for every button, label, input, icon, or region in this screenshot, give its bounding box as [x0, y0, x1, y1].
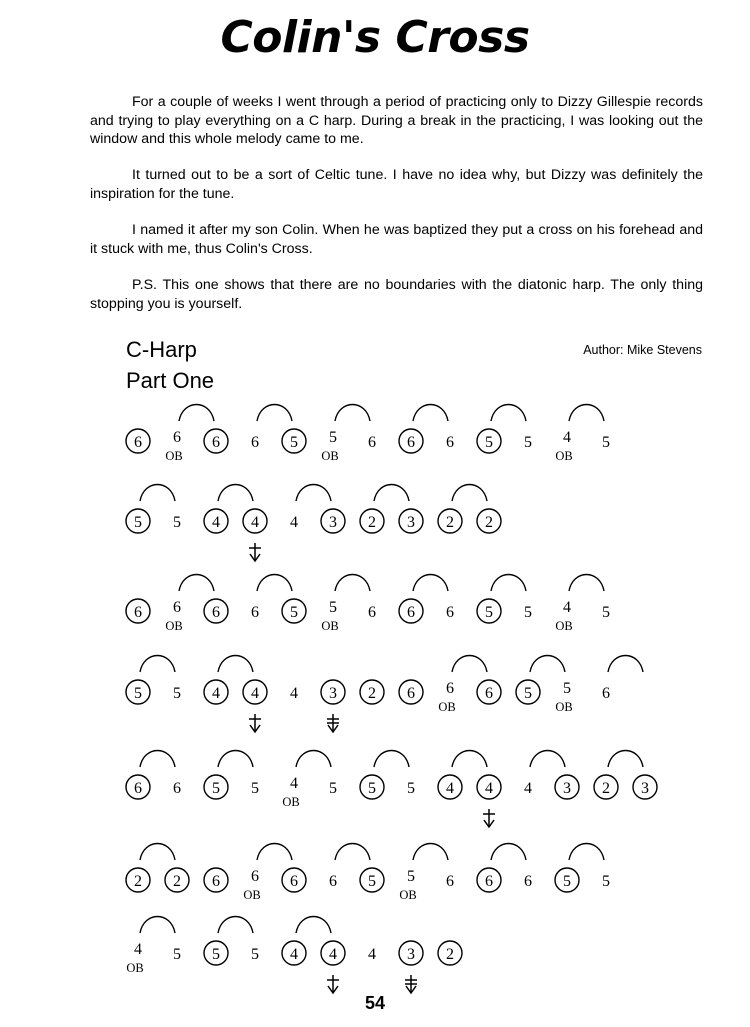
draw-note-hole: 6 [212, 873, 220, 890]
blow-note-hole: 6 [251, 868, 259, 885]
draw-note-hole: 2 [446, 946, 454, 963]
slur-arc [140, 917, 175, 934]
slur-arc [413, 405, 448, 422]
draw-note-hole: 6 [134, 780, 142, 797]
overblow-mark: OB [165, 619, 183, 633]
blow-note-hole: 5 [563, 680, 571, 697]
slur-arc [413, 575, 448, 592]
overblow-mark: OB [438, 700, 456, 714]
overblow-mark: OB [321, 449, 339, 463]
draw-note-hole: 5 [212, 780, 220, 797]
blow-note-hole: 6 [446, 680, 454, 697]
draw-note-hole: 4 [212, 685, 220, 702]
slur-arc [218, 485, 253, 502]
slur-arc [374, 751, 409, 768]
blow-note-hole: 4 [290, 685, 298, 702]
slur-arc [179, 405, 214, 422]
draw-note-hole: 4 [212, 514, 220, 531]
draw-note-hole: 2 [485, 514, 493, 531]
blow-note-hole: 4 [290, 514, 298, 531]
slur-arc [491, 844, 526, 861]
draw-note-hole: 4 [329, 946, 337, 963]
blow-note-hole: 4 [563, 429, 571, 446]
draw-note-hole: 5 [563, 873, 571, 890]
slur-arc [491, 575, 526, 592]
draw-note-hole: 5 [368, 873, 376, 890]
draw-note-hole: 6 [212, 434, 220, 451]
blow-note-hole: 4 [524, 780, 532, 797]
blow-note-hole: 5 [329, 780, 337, 797]
overblow-mark: OB [555, 700, 573, 714]
blow-note-hole: 5 [329, 429, 337, 446]
slur-arc [608, 751, 643, 768]
blow-note-hole: 5 [173, 514, 181, 531]
slur-arc [218, 751, 253, 768]
draw-note-hole: 6 [134, 604, 142, 621]
blow-note-hole: 6 [251, 604, 259, 621]
blow-note-hole: 4 [290, 775, 298, 792]
overblow-mark: OB [243, 888, 261, 902]
blow-note-hole: 5 [524, 434, 532, 451]
blow-note-hole: 5 [602, 873, 610, 890]
part-label: Part One [126, 368, 215, 393]
overblow-mark: OB [165, 449, 183, 463]
blow-note-hole: 6 [446, 873, 454, 890]
slur-arc [140, 485, 175, 502]
blow-note-hole: 6 [446, 434, 454, 451]
slur-arc [296, 751, 331, 768]
slur-arc [257, 405, 292, 422]
overblow-mark: OB [321, 619, 339, 633]
blow-note-hole: 5 [602, 604, 610, 621]
draw-note-hole: 4 [251, 514, 259, 531]
slur-arc [335, 844, 370, 861]
draw-note-hole: 5 [290, 434, 298, 451]
blow-note-hole: 6 [602, 685, 610, 702]
slur-arc [452, 485, 487, 502]
draw-note-hole: 5 [134, 685, 142, 702]
harp-key-label: C-Harp [126, 337, 197, 362]
blow-note-hole: 5 [407, 868, 415, 885]
draw-note-hole: 6 [212, 604, 220, 621]
blow-note-hole: 6 [368, 604, 376, 621]
slur-arc [179, 575, 214, 592]
blow-note-hole: 6 [446, 604, 454, 621]
slur-arc [140, 656, 175, 673]
slur-arc [296, 917, 331, 934]
draw-note-hole: 3 [407, 946, 415, 963]
slur-arc [257, 575, 292, 592]
draw-note-hole: 2 [602, 780, 610, 797]
intro-paragraph-1: For a couple of weeks I went through a period of practicing only to Dizzy Gillespie records and trying to play everything on a C harp. During a break in the practicing, I was looking out the window and this whole melody came to me. [90, 94, 703, 147]
blow-note-hole: 5 [251, 780, 259, 797]
draw-note-hole: 6 [485, 873, 493, 890]
blow-note-hole: 4 [563, 599, 571, 616]
draw-note-hole: 4 [485, 780, 493, 797]
draw-note-hole: 5 [524, 685, 532, 702]
slur-arc [218, 917, 253, 934]
draw-note-hole: 3 [563, 780, 571, 797]
slur-arc [335, 575, 370, 592]
draw-note-hole: 6 [134, 434, 142, 451]
slur-arc [374, 485, 409, 502]
draw-note-hole: 3 [407, 514, 415, 531]
slur-arc [257, 844, 292, 861]
overblow-mark: OB [555, 619, 573, 633]
overblow-mark: OB [399, 888, 417, 902]
intro-paragraph-2: It turned out to be a sort of Celtic tune. I have no idea why, but Dizzy was definitely the inspiration for the tune. [90, 167, 703, 202]
draw-note-hole: 5 [290, 604, 298, 621]
draw-note-hole: 2 [134, 873, 142, 890]
draw-note-hole: 5 [485, 434, 493, 451]
draw-note-hole: 3 [641, 780, 649, 797]
draw-note-hole: 3 [329, 685, 337, 702]
slur-arc [608, 656, 643, 673]
draw-note-hole: 2 [446, 514, 454, 531]
blow-note-hole: 6 [173, 599, 181, 616]
blow-note-hole: 5 [251, 946, 259, 963]
draw-note-hole: 6 [407, 685, 415, 702]
draw-note-hole: 4 [290, 946, 298, 963]
draw-note-hole: 2 [173, 873, 181, 890]
draw-note-hole: 6 [407, 434, 415, 451]
blow-note-hole: 5 [407, 780, 415, 797]
draw-note-hole: 5 [485, 604, 493, 621]
blow-note-hole: 5 [524, 604, 532, 621]
overblow-mark: OB [126, 961, 144, 975]
slur-arc [140, 844, 175, 861]
draw-note-hole: 6 [485, 685, 493, 702]
slur-arc [335, 405, 370, 422]
draw-note-hole: 2 [368, 685, 376, 702]
draw-note-hole: 4 [251, 685, 259, 702]
slur-arc [452, 656, 487, 673]
blow-note-hole: 5 [173, 946, 181, 963]
draw-note-hole: 2 [368, 514, 376, 531]
blow-note-hole: 6 [329, 873, 337, 890]
blow-note-hole: 6 [173, 429, 181, 446]
slur-arc [530, 656, 565, 673]
slur-arc [452, 751, 487, 768]
blow-note-hole: 4 [368, 946, 376, 963]
draw-note-hole: 3 [329, 514, 337, 531]
slur-arc [569, 844, 604, 861]
draw-note-hole: 5 [368, 780, 376, 797]
slur-arc [140, 751, 175, 768]
draw-note-hole: 6 [407, 604, 415, 621]
slur-arc [218, 656, 253, 673]
blow-note-hole: 6 [251, 434, 259, 451]
draw-note-hole: 5 [212, 946, 220, 963]
slur-arc [530, 751, 565, 768]
ps-paragraph: P.S. This one shows that there are no boundaries with the diatonic harp. The only thing stopping you is yourself. [90, 277, 703, 312]
author-credit: Author: Mike Stevens [583, 343, 702, 357]
slur-arc [491, 405, 526, 422]
blow-note-hole: 6 [524, 873, 532, 890]
page-number: 54 [364, 993, 386, 1013]
intro-paragraph-3: I named it after my son Colin. When he was baptized they put a cross on his forehead and it stuck with me, thus Colin's Cross. [90, 222, 703, 257]
slur-arc [413, 844, 448, 861]
page-title: Colin's Cross [220, 12, 530, 63]
blow-note-hole: 6 [173, 780, 181, 797]
slur-arc [569, 575, 604, 592]
blow-note-hole: 5 [329, 599, 337, 616]
blow-note-hole: 4 [134, 941, 142, 958]
draw-note-hole: 5 [134, 514, 142, 531]
blow-note-hole: 5 [602, 434, 610, 451]
slur-arc [296, 485, 331, 502]
blow-note-hole: 6 [368, 434, 376, 451]
slur-arc [569, 405, 604, 422]
overblow-mark: OB [282, 795, 300, 809]
draw-note-hole: 6 [290, 873, 298, 890]
draw-note-hole: 4 [446, 780, 454, 797]
blow-note-hole: 5 [173, 685, 181, 702]
overblow-mark: OB [555, 449, 573, 463]
